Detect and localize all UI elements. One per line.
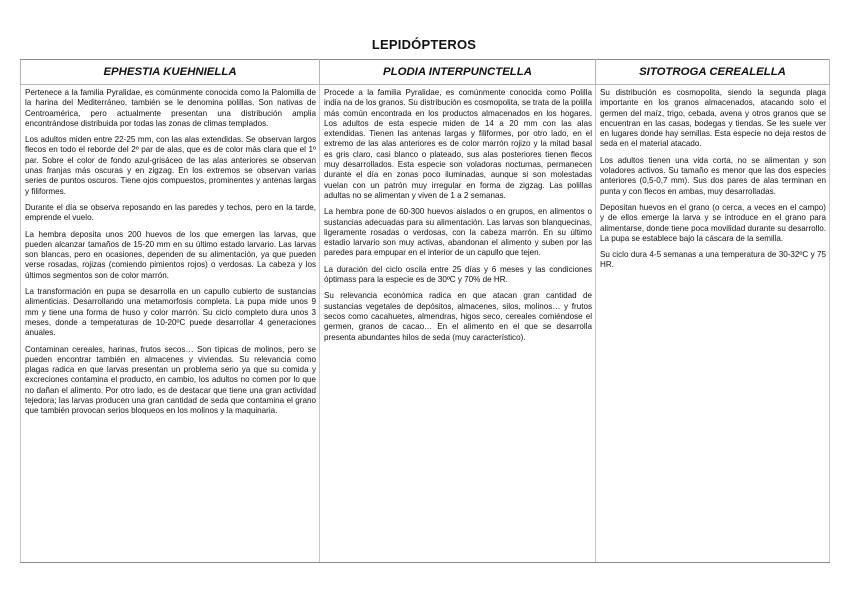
paragraph: Pertenece a la familia Pyralidae, es comúnmente conocida como la Palomilla de la harina del Mediterráneo, también se le denomina polillas. Son nativas de Centroamérica, pero actualmente presentan una distribución amplia encontrándose distribuida por todas las zonas de climas templados.	[25, 88, 316, 128]
content-row	[21, 85, 830, 563]
paragraph: Su relevancia económica radica en que atacan gran cantidad de sustancias vegetales de depósitos, almacenes, silos, molinos… y frutos secos como cacahuetes, almendras, higos seco, cereales comiéndose el germen, granos de cacao… En el alimento en el que se desarrolla presenta abundantes hilos de seda (muy característico).	[324, 291, 592, 342]
column-plodia	[320, 85, 596, 563]
paragraph: Depositan huevos en el grano (o cerca, a veces en el campo) y de ellos emerge la larva y se introduce en el grano para alimentarse, donde tiene poca movilidad durante su desarrollo. La pupa se establece bajo la cáscara de la semilla.	[600, 202, 826, 243]
paragraph: La duración del ciclo oscila entre 25 días y 6 meses y las condiciones óptimass para la especie es de 30ºC y 70% de HR.	[324, 264, 592, 285]
paragraph: Procede a la familia Pyralidae, es comúnmente conocida como Polilla india na de los granos. Su distribución es cosmopolita, se trata de la polilla más común encontrada en los productos almacenados en los hogares. Los adultos de esta especie miden de 14 a 20 mm con las alas extendidas. Tienen las antenas largas y filiformes, por otro lado, en el extremo de las alas anteriores es de color marrón rojizo y la mitad basal es gris claro, casi blanco o plateado, sus alas posteriores tienen flecos muy desarrollados. Esta especie son voladoras nocturnas, permanecen durante el día en zonas poco iluminadas, aunque si son molestadas vuelan con un patrón muy irregular en forma de zigzag. Las polillas adultas no se alimentan y viven de 1 a 2 semanas.	[324, 88, 592, 200]
header-sitotroga: SITOTROGA CEREALELLA	[596, 60, 830, 85]
paragraph: Su ciclo dura 4-5 semanas a una temperatura de 30-32ºC y 75 HR.	[600, 250, 826, 270]
paragraph: Los adultos miden entre 22-25 mm, con las alas extendidas. Se observan largos flecos en todo el reborde del 2º par de alas, que es de color más clara que el 1º par. Sobre el color de fondo azul-grisáceo de las alas anteriores se observan unas franjas más oscuras y en zigzag. En los extremos se observan varias series de puntos oscuros. Tiene ojos compuestos, prominentes y antenas largas y filiformes.	[25, 135, 316, 196]
column-ephestia	[21, 85, 320, 563]
paragraph: La transformación en pupa se desarrolla en un capullo cubierto de sustancias alimenticias. Desarrollando una metamorfosis completa. La pupa mide unos 9 mm y tiene una forma de huso y color marrón. Su ciclo completo dura unos 3 meses, donde a temperaturas de 10-20ºC puede desarrollar 4 generaciones anuales.	[25, 287, 316, 338]
header-plodia: PLODIA INTERPUNCTELLA	[320, 60, 596, 85]
paragraph: La hembra pone de 60-300 huevos aislados o en grupos, en alimentos o sustancias adecuadas para su alimentación. Las larvas son blanquecinas, ligeramente rosadas o verdosas, con la cabeza marrón. En su último estadio larvario son muy activas, abandonan el alimento y suben por las paredes para empupar en el interior de un capullo que tejen.	[324, 207, 592, 258]
paragraph: Los adultos tienen una vida corta, no se alimentan y son voladores activos. Su tamaño es menor que las dos especies anteriores (0,5-0,7 mm). Sus dos pares de alas terminan en punta y con flecos en ambas, muy desarrolladas.	[600, 155, 826, 196]
paragraph: La hembra deposita unos 200 huevos de los que emergen las larvas, que pueden alcanzar tamaños de 15-20 mm en su último estado larvario. Las larvas son blancas, pero en ocasiones, dependen de su alimentación, ya que pueden verse rosadas, rojizas (comiendo pimientos rojos) o verdosas. La cabeza y los últimos segmentos son de color marrón.	[25, 229, 316, 280]
paragraph: Contaminan cereales, harinas, frutos secos… Son típicas de molinos, pero se pueden encontrar también en almacenes y viviendas. Su relevancia como plagas radica en que larvas presentan un problema serio ya que su comida y excreciones contamina el producto, en cambio, los adultos no comen por lo que no dañan el alimento. Por otro lado, es de destacar que tiene una gran actividad tejedora; las larvas producen una gran cantidad de seda que contamina el grano que también provocan serios bloqueos en los molinos y la maquinaria.	[25, 344, 316, 416]
paragraph: Durante el día se observa reposando en las paredes y techos, pero en la tarde, emprende el vuelo.	[25, 202, 316, 223]
header-ephestia: EPHESTIA KUEHNIELLA	[21, 60, 320, 85]
page-title: LEPIDÓPTEROS	[371, 37, 477, 52]
paragraph: Su distribución es cosmopolita, siendo la segunda plaga importante en los granos almacenados, atacando solo el germen del maíz, trigo, cebada, avena y otros granos que se encuentran en las casas, bodegas y tiendas. Se les suele ver en lugares donde hay semillas. Esta especie no deja restos de seda en el material atacado.	[600, 88, 826, 149]
comparison-table	[20, 59, 830, 563]
column-sitotroga	[596, 85, 830, 563]
header-row	[21, 60, 830, 85]
